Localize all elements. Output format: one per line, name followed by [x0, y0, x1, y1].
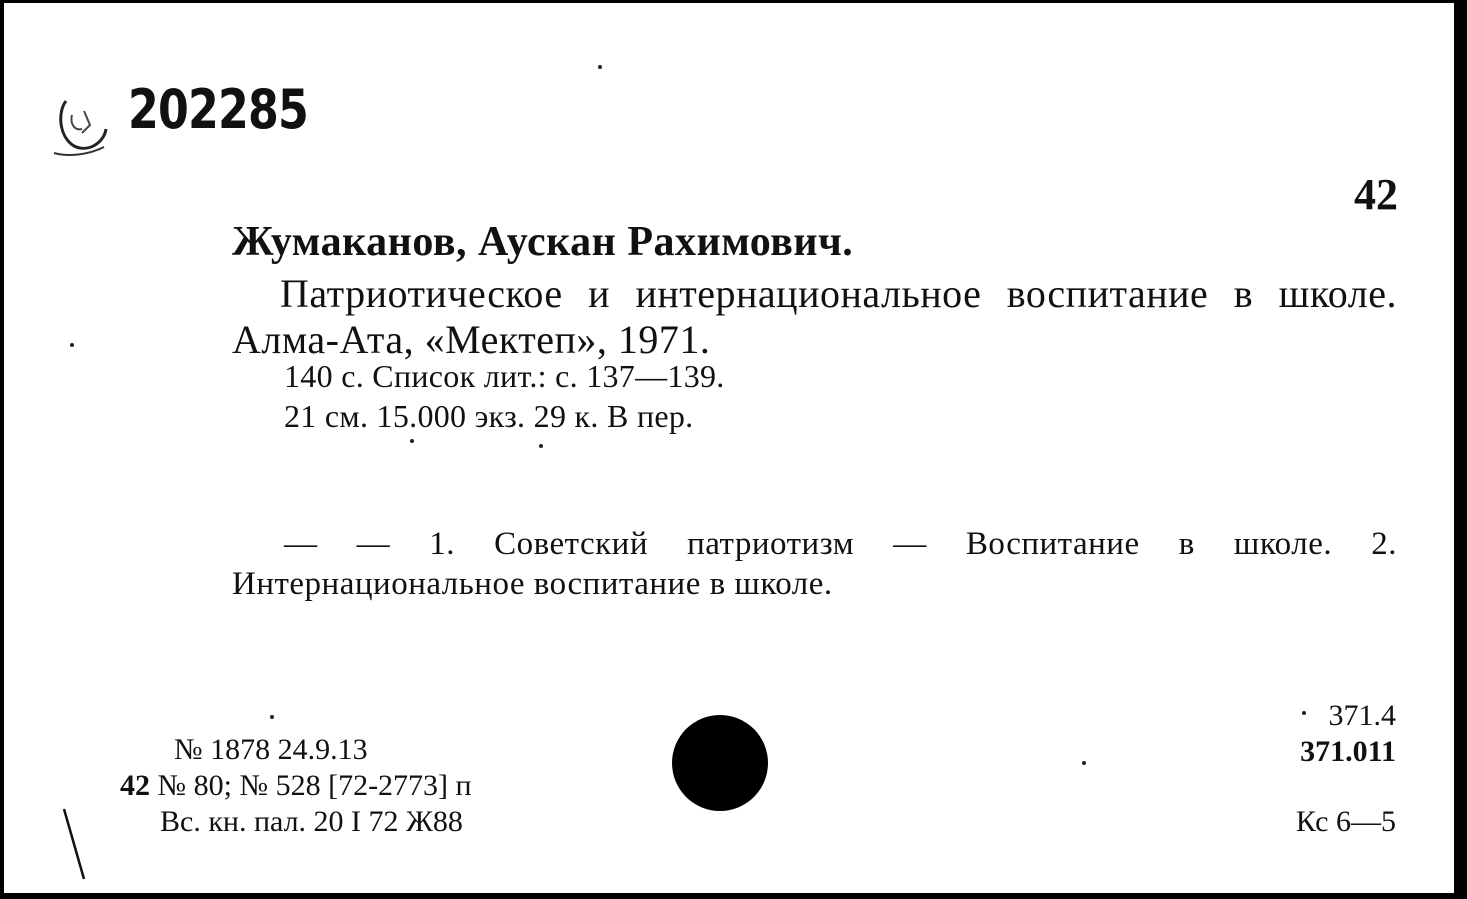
accession-number: 202285	[128, 78, 308, 141]
scan-marks	[4, 3, 1454, 893]
shelf-mark: 42	[1354, 170, 1398, 219]
footer-line-1: № 1878 24.9.13	[174, 733, 368, 766]
title-imprint: Патриотическое и интернациональное воспитание в школе. Алма-Ата, «Мектеп», 1971.	[232, 271, 1397, 362]
footer-line-2-rest: № 80; № 528 [72-2773] п	[150, 769, 472, 802]
subject-headings: — — 1. Советский патриотизм — Воспитание в школе. 2. Интернациональное воспитание в школе.	[232, 526, 1397, 602]
catalog-card	[4, 3, 1454, 893]
bbk-code: Кс 6—5	[1295, 805, 1396, 838]
udc-code-2: 371.011	[1300, 735, 1396, 768]
author-heading: Жумаканов, Аускан Рахимович.	[232, 219, 854, 265]
collation-line-1: 140 с. Список лит.: с. 137—139.	[284, 358, 725, 394]
footer-line-2-prefix: 42	[120, 769, 150, 802]
footer-line-3: Вс. кн. пал. 20 I 72 Ж88	[160, 805, 463, 838]
collation-line-2: 21 см. 15.000 экз. 29 к. В пер.	[284, 398, 694, 434]
udc-code-1: 371.4	[1328, 699, 1396, 732]
